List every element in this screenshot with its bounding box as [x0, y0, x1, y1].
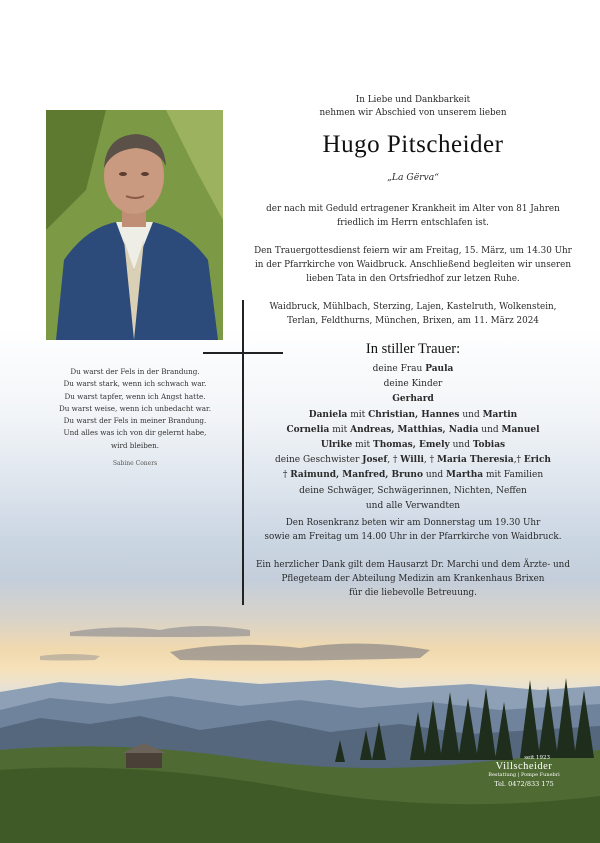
- mourner-text: , †: [387, 455, 401, 466]
- nickname: „La Gërva“: [387, 172, 439, 183]
- mourner-line: deine Schwäger, Schwägerinnen, Nichten, Neffen: [299, 485, 527, 496]
- mourner-line: [252, 468, 574, 483]
- mourner-text: und: [422, 470, 447, 481]
- mourner-text: mit: [329, 424, 351, 435]
- text-line: sowie am Freitag um 14.00 Uhr in der Pfarrkirche von Waidbruck.: [264, 532, 562, 542]
- logo-brand: Villscheider: [495, 761, 553, 772]
- mourner-name: Gerhard: [392, 394, 434, 405]
- funeral-info: [252, 244, 574, 286]
- poem-author: Sabine Coners: [112, 460, 158, 468]
- mourner-text: deine Geschwister: [275, 455, 363, 466]
- text-line: Waidbruck, Mühlbach, Sterzing, Lajen, Kastelruth, Wolkenstein,: [269, 302, 557, 312]
- portrait-photo: [46, 110, 223, 340]
- thanks-text: [252, 558, 574, 600]
- logo-since: seit 1923: [524, 755, 550, 761]
- mourner-text: deine Frau: [372, 364, 426, 374]
- intro-text: [252, 94, 574, 119]
- poem: [40, 366, 230, 470]
- poem-line: Du warst der Fels in meiner Brandung.: [63, 416, 207, 426]
- mourner-name: Erich: [523, 455, 551, 466]
- mourner-name: Christian, Hannes: [368, 409, 460, 420]
- mourner-text: und: [459, 409, 483, 420]
- intro-line: nehmen wir Abschied von unserem lieben: [319, 107, 507, 118]
- mourner-name: Manuel: [501, 424, 540, 435]
- mourner-text: mit: [352, 440, 374, 451]
- death-notice: [252, 202, 574, 230]
- poem-line: Du warst tapfer, wenn ich Angst hatte.: [64, 391, 206, 401]
- text-line: Ein herzlicher Dank gilt dem Hausarzt Dr. Marchi und dem Ärzte- und: [256, 560, 570, 570]
- mourner-name: Cornelia: [286, 424, 330, 435]
- mourners-list: [252, 362, 574, 514]
- deceased-name: Hugo Pitscheider: [322, 131, 504, 158]
- mourner-name: Tobias: [472, 440, 506, 451]
- mourner-name: Daniela: [308, 409, 348, 420]
- logo-subtitle: Bestattung | Pompe Funebri: [488, 772, 560, 778]
- mourner-line: [252, 423, 574, 438]
- poem-line: wird bleiben.: [111, 440, 159, 450]
- text-line: Den Rosenkranz beten wir am Donnerstag um 19.30 Uhr: [285, 518, 541, 528]
- places-date: [252, 300, 574, 328]
- funeral-home-logo: [480, 755, 568, 788]
- text-line: für die liebevolle Betreuung.: [349, 588, 477, 598]
- mountain-landscape: [0, 600, 600, 843]
- mourner-line: [252, 362, 574, 377]
- mourner-line: [252, 392, 574, 407]
- text-line: friedlich im Herrn entschlafen ist.: [337, 218, 489, 228]
- text-line: in der Pfarrkirche von Waidbruck. Anschließend begleiten wir unseren: [254, 260, 572, 270]
- rosary-info: [252, 516, 574, 544]
- mourner-name: Martin: [482, 409, 518, 420]
- mourner-name: Ulrike: [320, 440, 353, 451]
- poem-line: Du warst weise, wenn ich unbedacht war.: [58, 403, 211, 413]
- mourner-name: Thomas, Emely: [373, 440, 450, 451]
- mourner-text: und: [449, 440, 473, 451]
- mourner-line: [252, 438, 574, 453]
- text-line: der nach mit Geduld ertragener Krankheit im Alter von 81 Jahren: [266, 204, 560, 214]
- mourner-line: und alle Verwandten: [365, 500, 461, 511]
- mourner-text: ,†: [513, 455, 524, 466]
- mourner-text: , †: [423, 455, 438, 466]
- mourner-name: Raimund, Manfred, Bruno: [290, 470, 423, 481]
- mourner-text: mit Familien: [483, 470, 544, 481]
- mourner-name: Josef: [362, 455, 388, 466]
- text-line: Pflegeteam der Abteilung Medizin am Krankenhaus Brixen: [281, 574, 545, 584]
- mourners-heading: In stiller Trauer:: [365, 341, 461, 357]
- mourner-line: [252, 453, 574, 468]
- mourner-name: Andreas, Matthias, Nadia: [350, 424, 479, 435]
- poem-line: Du warst der Fels in der Brandung.: [70, 367, 200, 376]
- mourner-name: Maria Theresia: [437, 455, 514, 466]
- mourner-line: [252, 408, 574, 423]
- mourner-text: †: [282, 470, 291, 481]
- mourner-name: Willi: [400, 455, 424, 466]
- logo-phone: Tel. 0472/833 175: [494, 780, 554, 788]
- mourner-line: deine Kinder: [383, 379, 443, 390]
- intro-line: In Liebe und Dankbarkeit: [355, 95, 471, 105]
- cross-icon: [242, 300, 244, 605]
- mourner-text: mit: [347, 409, 369, 420]
- mourner-name: Martha: [446, 470, 484, 481]
- text-line: Terlan, Feldthurns, München, Brixen, am 11. März 2024: [287, 316, 539, 326]
- mourner-text: und: [478, 424, 502, 435]
- text-line: Den Trauergottesdienst feiern wir am Freitag, 15. März, um 14.30 Uhr: [254, 246, 572, 256]
- text-line: lieben Tata in den Ortsfriedhof zur letzen Ruhe.: [306, 274, 520, 284]
- poem-line: Du warst stark, wenn ich schwach war.: [63, 379, 207, 389]
- poem-line: Und alles was ich von dir gelernt habe,: [63, 428, 207, 438]
- mourner-name: Paula: [425, 364, 454, 374]
